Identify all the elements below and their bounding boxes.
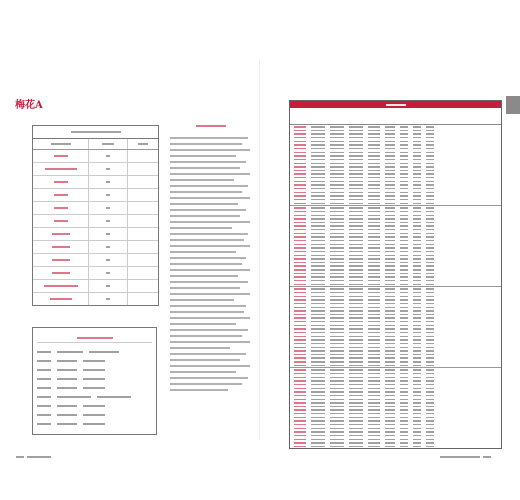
celebrity-list xyxy=(170,125,252,391)
planet-table xyxy=(32,125,159,306)
page-gutter xyxy=(259,60,260,440)
section-tab xyxy=(506,96,520,114)
footer-right xyxy=(440,456,500,459)
table-header xyxy=(290,108,501,125)
life-spread-table xyxy=(289,100,502,449)
chapter-title: 梅花A xyxy=(15,100,43,111)
footer-left xyxy=(16,456,76,459)
guardian-box xyxy=(32,327,157,435)
table-row xyxy=(290,445,501,449)
